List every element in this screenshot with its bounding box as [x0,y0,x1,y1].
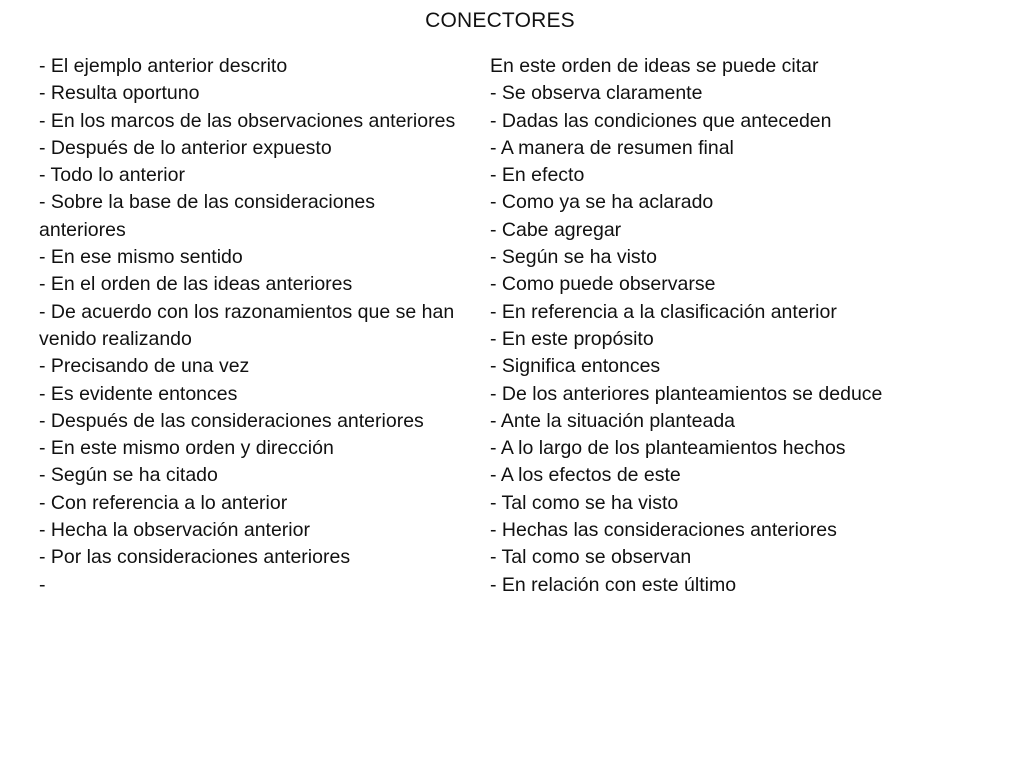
list-item: - En efecto [490,164,585,187]
list-item: - En este propósito [490,327,654,350]
list-item: - Dadas las condiciones que anteceden [490,109,832,132]
list-item: - A lo largo de los planteamientos hechos [490,437,846,460]
list-item: - En este mismo orden y dirección [39,437,334,460]
list-item: - Hecha la observación anterior [39,519,310,542]
list-item: - Se observa claramente [490,82,703,105]
list-item: - [39,573,46,596]
list-item: - Ante la situación planteada [490,409,736,432]
list-item: - Sobre la base de las consideraciones anteriores [39,191,376,241]
list-item: - De acuerdo con los razonamientos que se han venido realizando [39,300,455,350]
list-item: - Resulta oportuno [39,82,200,105]
list-item: - Cabe agregar [490,218,622,241]
left-connector-list [39,53,459,599]
list-item: - A los efectos de este [490,464,681,487]
list-item: - En referencia a la clasificación anterior [490,300,837,323]
list-item: - De los anteriores planteamientos se deduce [490,382,883,405]
list-item: - Significa entonces [490,355,661,378]
list-item: - Después de las consideraciones anteriores [39,409,424,432]
list-item: - Por las consideraciones anteriores [39,546,351,569]
list-item: En este orden de ideas se puede citar [490,55,819,77]
list-item: - Después de lo anterior expuesto [39,136,332,159]
list-item: - Según se ha visto [490,246,657,269]
slide-title: CONECTORES [425,9,575,32]
list-item: - Como puede observarse [490,273,716,296]
list-item: - Según se ha citado [39,464,218,487]
list-item: - A manera de resumen final [490,136,734,159]
right-connector-list [490,53,920,599]
list-item: - El ejemplo anterior descrito [39,55,288,77]
list-item: - En el orden de las ideas anteriores [39,273,353,296]
list-item: - Como ya se ha aclarado [490,191,714,214]
list-item: - Hechas las consideraciones anteriores [490,519,837,542]
list-item: - Es evidente entonces [39,382,238,405]
list-item: - En relación con este último [490,573,737,596]
list-item: - Tal como se ha visto [490,491,679,514]
list-item: - En ese mismo sentido [39,246,243,269]
list-item: - Todo lo anterior [39,164,185,187]
list-item: - Precisando de una vez [39,355,250,378]
list-item: - Con referencia a lo anterior [39,491,288,514]
list-item: - Tal como se observan [490,546,692,569]
list-item: - En los marcos de las observaciones anteriores [39,109,456,132]
